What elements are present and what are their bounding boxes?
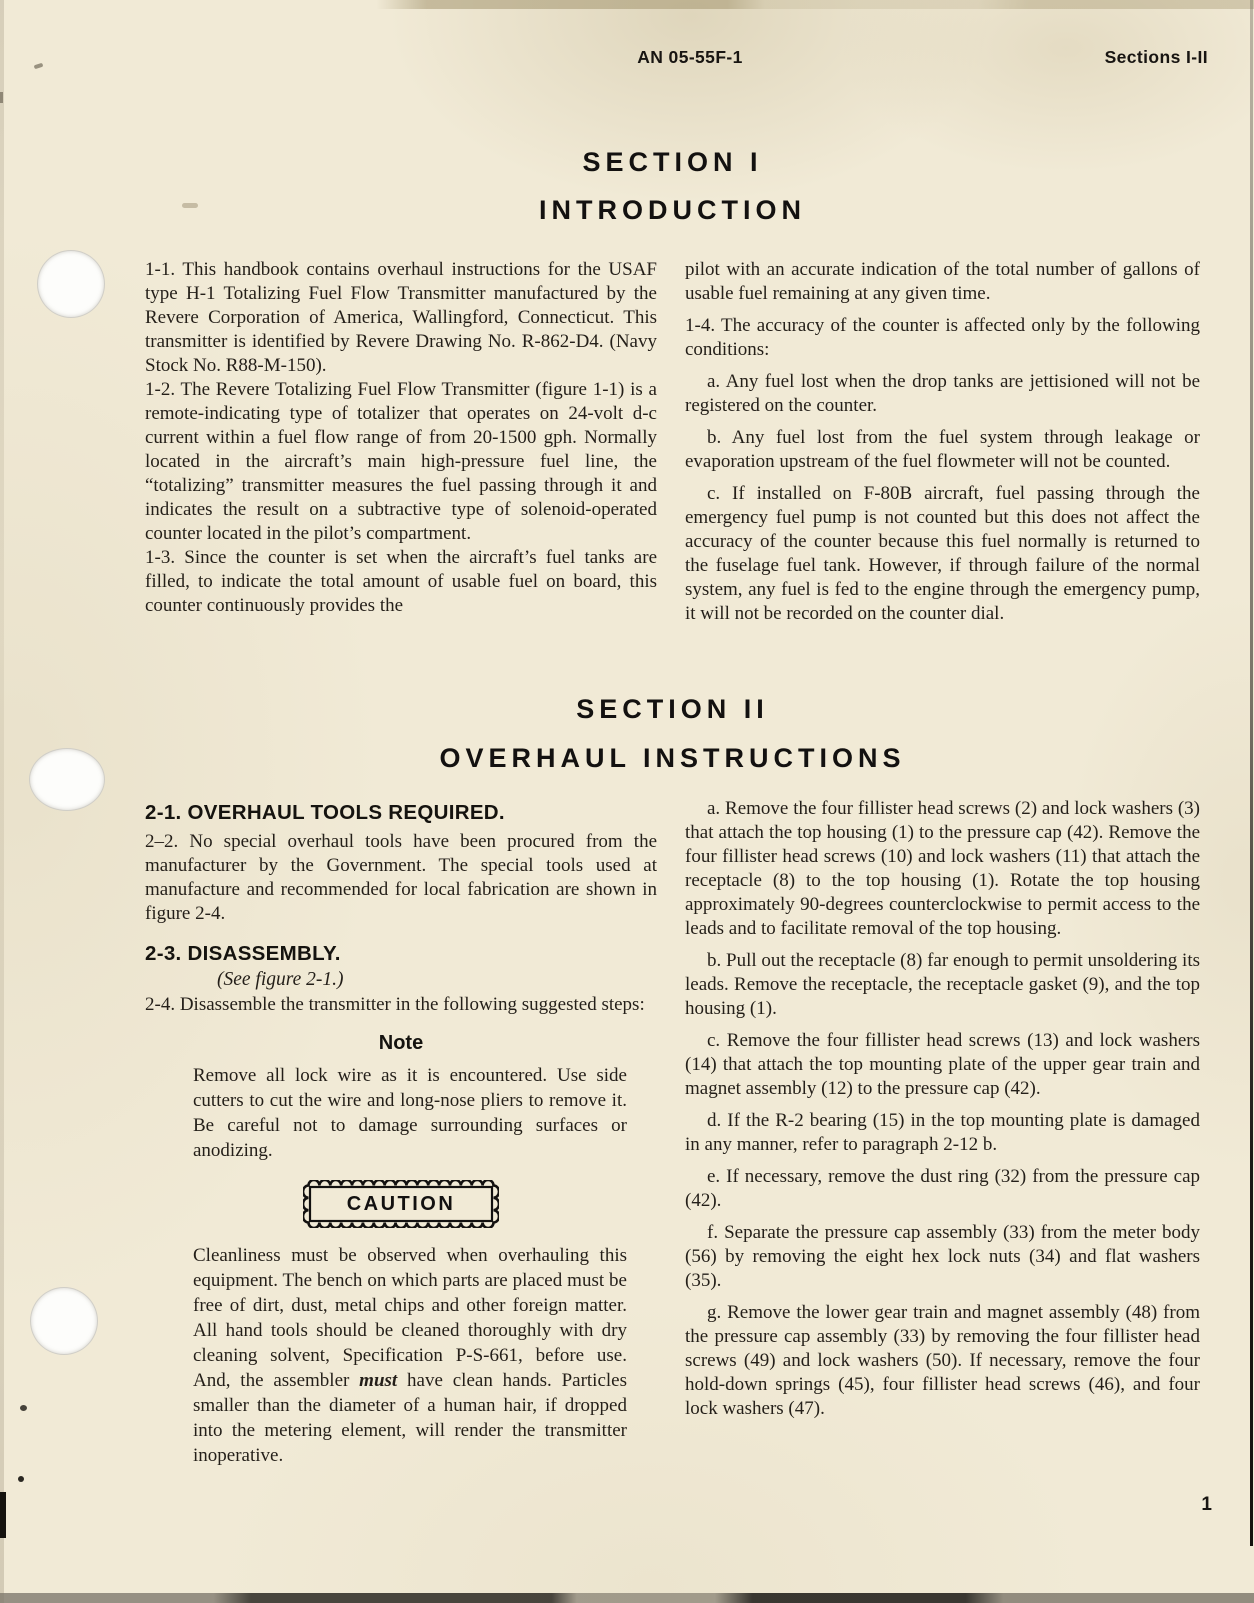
step-b: b. Pull out the receptacle (8) far enough to permit unsoldering its leads. Remove the receptacle, the receptacle gasket (9), and the top housing (1). [685,950,1200,1019]
section2-title: SECTION II [576,694,769,724]
scan-left-edge [0,0,4,1603]
caution-text-after: have clean hands. Particles smaller than the diameter of a human hair, if dropped into the metering element, will render the transmitter inoperative. [193,1370,627,1466]
section2-left-column [145,800,657,1468]
caution-emphasis: must [359,1370,398,1391]
step-d: d. If the R-2 bearing (15) in the top mounting plate is damaged in any manner, refer to paragraph 2-12 b. [685,1110,1200,1155]
paragraph-1-4a: a. Any fuel lost when the drop tanks are jettisioned will not be registered on the counter. [685,371,1200,416]
section1-subtitle: INTRODUCTION [539,195,806,225]
paragraph-2-4: 2-4. Disassemble the transmitter in the following suggested steps: [145,994,645,1015]
scan-right-edge-line [1250,0,1253,1546]
paragraph-1-3-continued: pilot with an accurate indication of the total number of gallons of usable fuel remaining at any given time. [685,259,1200,304]
paragraph-1-2: 1-2. The Revere Totalizing Fuel Flow Transmitter (figure 1-1) is a remote-indicating type of totalizer that operates on 24-volt d-c current within a fuel flow range of from 20-1500 gph. Normally located in the aircraft’s main high-pressure fuel line, the “totalizing” transmitter measures the fuel passing through it and indicates the result on a subtractive type of solenoid-operated counter located in the pilot’s compartment. [145,379,657,544]
scan-speck [20,1405,27,1411]
caution-box [303,1180,499,1228]
caution-text-before: Cleanliness must be observed when overhauling this equipment. The bench on which parts are placed must be free of dirt, dust, metal chips and other foreign matter. All hand tools should be cleaned thoroughly with dry cleaning solvent, Specification P-S-661, before use. And, the assembler [193,1245,627,1391]
paragraph-1-4: 1-4. The accuracy of the counter is affected only by the following conditions: [685,315,1200,360]
caution-paragraph [193,1243,627,1468]
step-c: c. Remove the four fillister head screws (13) and lock washers (14) that attach the top mounting plate of the upper gear train and magnet assembly (12) to the pressure cap (42). [685,1030,1200,1099]
scan-bottom-edge [0,1593,1254,1603]
section2-subtitle: OVERHAUL INSTRUCTIONS [439,743,906,773]
section1-right-column [685,258,1200,634]
section2-right-column [685,797,1200,1429]
punch-hole-middle [29,748,105,811]
paragraph-2-2: 2–2. No special overhaul tools have been procured from the manufacturer by the Government. The special tools used at manufacture and recommended for local fabrication are shown in figure 2-4. [145,831,657,924]
see-figure-reference: (See figure 2-1.) [217,969,344,990]
paragraph-1-1: 1-1. This handbook contains overhaul instructions for the USAF type H-1 Totalizing Fuel Flow Transmitter manufactured by the Revere Corporation of America, Wallingford, Connecticut. This transmitter is identified by Revere Drawing No. R-862-D4. (Navy Stock No. R88-M-150). [145,259,657,376]
paragraph-1-4c: c. If installed on F-80B aircraft, fuel passing through the emergency fuel pump is not counted but this does not affect the accuracy of the counter because this fuel normally is returned to the fuselage fuel tank. However, if through failure of the normal system, any fuel is fed to the engine through the emergency pump, it will not be recorded on the counter dial. [685,483,1200,624]
punch-hole-top [37,250,105,318]
step-f: f. Separate the pressure cap assembly (33) from the meter body (56) by removing the eight hex lock nuts (34) and flat washers (35). [685,1222,1200,1291]
step-a: a. Remove the four fillister head screws (2) and lock washers (3) that attach the top housing (1) to the pressure cap (42). Remove the four fillister head screws (10) and lock washers (11) that attach the receptacle (8) to the top housing (1). Rotate the top housing approximately 90-degrees counterclockwise to permit access to the leads and to facilitate removal of the top housing. [685,798,1200,939]
scan-ink-bar [0,1492,6,1538]
header-sections-label: Sections I-II [1104,47,1208,67]
note-heading: Note [378,1032,424,1054]
heading-disassembly: 2-3. DISASSEMBLY. [145,942,341,965]
scan-speck [0,92,3,103]
step-e: e. If necessary, remove the dust ring (32) from the pressure cap (42). [685,1166,1200,1211]
paragraph-1-3: 1-3. Since the counter is set when the aircraft’s fuel tanks are filled, to indicate the total amount of usable fuel on board, this counter continuously provides the [145,547,657,616]
section1-title: SECTION I [582,147,763,177]
caution-label: CAUTION [346,1193,456,1215]
doc-number: AN 05-55F-1 [637,47,743,67]
page-number: 1 [1201,1494,1212,1515]
heading-overhaul-tools: 2-1. OVERHAUL TOOLS REQUIRED. [145,801,505,824]
step-g: g. Remove the lower gear train and magnet assembly (48) from the pressure cap assembly (33) by removing the four fillister head screws (49) and lock washers (50). If necessary, remove the four hold-down springs (45), four fillister head screws (46), and four lock washers (47). [685,1302,1200,1419]
scan-speck [18,1476,24,1482]
note-paragraph: Remove all lock wire as it is encountered. Use side cutters to cut the wire and long-nose pliers to remove it. Be careful not to damage surrounding surfaces or anodizing. [193,1065,627,1161]
scan-speck [34,63,44,70]
punch-hole-bottom [30,1287,98,1355]
paragraph-1-4b: b. Any fuel lost from the fuel system through leakage or evaporation upstream of the fuel flowmeter will not be counted. [685,427,1200,472]
scan-top-edge [0,0,1254,9]
section1-left-column [145,258,657,618]
